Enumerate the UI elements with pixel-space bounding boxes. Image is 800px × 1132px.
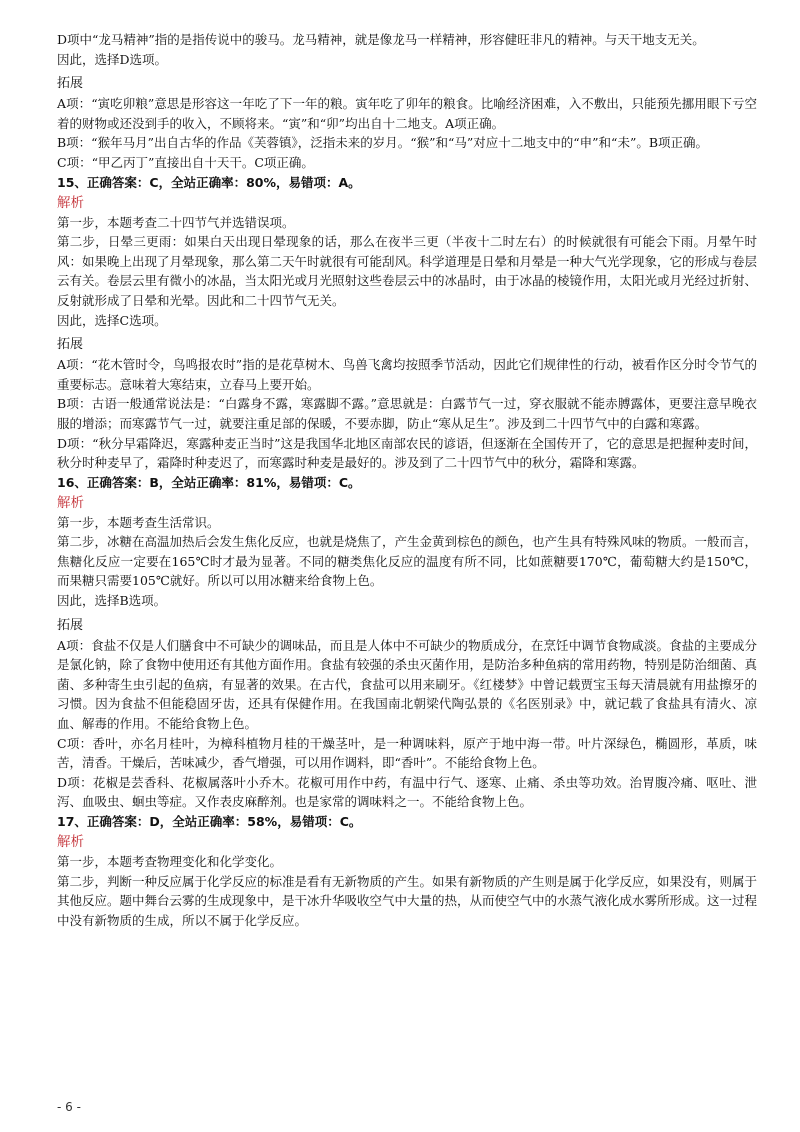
step-two-16: 第二步，冰糖在高温加热后会发生焦化反应，也就是烧焦了，产生金黄到棕色的颜色，也产生具有特殊风味的物质。一般而言，焦糖化反应一定要在165℃时才最为显著。不同的糖类焦化反应的温度有所不同，比如蔗糖要170℃，葡萄糖大约是150℃，而果糖只需要105℃就好。所以可以用冰糖来给食物上色。 bbox=[57, 534, 758, 589]
answer-heading-17: 17、正确答案：D，全站正确率：58%，易错项：C。 bbox=[57, 814, 362, 829]
extension-a: A项：“寅吃卯粮”意思是形容这一年吃了下一年的粮。寅年吃了卯年的粮食。比喻经济困难，入不敷出，只能预先挪用眼下亏空着的财物或还没到手的收入，不顾将来。“寅”和“卯”均出自十二地支。A项正确。 bbox=[57, 96, 757, 131]
extension-c: C项：“甲乙丙丁”直接出自十天干。C项正确。 bbox=[57, 154, 314, 170]
jiexi-label-17: 解析 bbox=[57, 834, 84, 850]
step-one-17: 第一步，本题考查物理变化和化学变化。 bbox=[57, 854, 283, 869]
answer-heading-16: 16、正确答案：B，全站正确率：81%，易错项：C。 bbox=[57, 474, 361, 490]
step-one-15: 第一步，本题考查二十四节气并选错误项。 bbox=[57, 214, 295, 230]
extension-b: B项：“猴年马月”出自古华的作品《芙蓉镇》，泛指未来的岁月。“猴”和“马”对应十二地支中的“申”和“未”。B项正确。 bbox=[57, 135, 709, 151]
step-two-15: 第二步，日晕三更雨：如果白天出现日晕现象的话，那么在夜半三更（半夜十二时左右）的时候就很有可能会下雨。月晕午时风：如果晚上出现了月晕现象，那么第二天午时就很有可能刮风。科学道理是日晕和月晕是一种大气光学现象，它的形成与卷层云有关。卷层云里有微小的冰晶，当太阳光或月光照射这些卷层云中的冰晶时，由于冰晶的棱镜作用，太阳光或月光经过折射、反射就形成了日晕和光晕。因此和二十四节气无关。 bbox=[57, 234, 758, 308]
conclusion-text: 因此，选择D选项。 bbox=[57, 51, 168, 67]
extension-d-16: D项：花椒是芸香科、花椒属落叶小乔木。花椒可用作中药，有温中行气、逐寒、止痛、杀虫等功效。治胃腹冷痛、呕吐、泄泻、血吸虫、蛔虫等症。又作表皮麻醉剂。也是家常的调味料之一。不能给食物上色。 bbox=[57, 774, 757, 810]
jiexi-label-16: 解析 bbox=[57, 494, 84, 511]
answer-heading-15: 15、正确答案：C，全站正确率：80%，易错项：A。 bbox=[57, 174, 361, 190]
jiexi-label-15: 解析 bbox=[57, 194, 84, 211]
step-two-17: 第二步，判断一种反应属于化学反应的标准是看有无新物质的产生。如果有新物质的产生则是属于化学反应，如果没有，则属于其他反应。题中舞台云雾的生成现象中，是干冰升华吸收空气中大量的热，从而使空气中的水蒸气液化成水雾所形成。这一过程中没有新物质的生成，所以不属于化学反应。 bbox=[57, 873, 758, 928]
extension-a-16: A项：食盐不仅是人们膳食中不可缺少的调味品，而且是人体中不可缺少的物质成分，在烹饪中调节食物咸淡。食盐的主要成分是氯化钠，除了食物中使用还有其他方面作用。食盐有较强的杀虫灭菌作用，是防治多种鱼病的常用药物，特别是防治细菌、真菌、多种寄生虫引起的鱼病，有显著的效果。在古代，食盐可以用来刷牙。《红楼梦》中曾记载贾宝玉每天清晨就有用盐擦牙的习惯。因为食盐不但能稳固牙齿，还具有保健作用。在我国南北朝梁代陶弘景的《名医别录》中，就记载了食盐具有清火、凉血、解毒的作用。不能给食物上色。 bbox=[57, 637, 758, 732]
tuozhan-label-16: 拓展 bbox=[57, 617, 84, 633]
extension-c-16: C项：香叶，亦名月桂叶，为樟科植物月桂的干燥茎叶，是一种调味料，原产于地中海一带。叶片深绿色，椭圆形，革质，味苦，清香。干燥后，苦味减少，香气增强，可以用作调料，即“香叶”。不能给食物上色。 bbox=[57, 735, 757, 771]
page-number: - 6 - bbox=[57, 1100, 81, 1114]
conclusion-16: 因此，选择B选项。 bbox=[57, 593, 167, 609]
extension-d-15: D项：“秋分早霜降迟，寒露种麦正当时”这是我国华北地区南部农民的谚语，但逐渐在全国传开了，它的意思是把握种麦时间，秋分时种麦早了，霜降时种麦迟了，而寒露时种麦是最好的。涉及到了二十四节气中的秋分，霜降和寒露。 bbox=[57, 435, 757, 471]
tuozhan-label-15: 拓展 bbox=[57, 337, 84, 353]
conclusion-15: 因此，选择C选项。 bbox=[57, 312, 167, 328]
document-page bbox=[57, 30, 757, 930]
step-one-16: 第一步，本题考查生活常识。 bbox=[57, 514, 220, 530]
tuozhan-label: 拓展 bbox=[57, 76, 84, 92]
extension-a-15: A项：“花木管时令，鸟鸣报农时”指的是花草树木、鸟兽飞禽均按照季节活动，因此它们规律性的行动，被看作区分时令节气的重要标志。意味着大寒结束，立春马上要开始。 bbox=[57, 357, 757, 392]
extension-b-15: B项：古语一般通常说法是：“白露身不露，寒露脚不露。”意思就是：白露节气一过，穿衣服就不能赤膊露体，更要注意早晚衣服的增添；而寒露节气一过，就要注重足部的保暖，不要赤脚，防止“寒从足生”。涉及到二十四节气中的白露和寒露。 bbox=[57, 396, 757, 431]
paragraph-d-option: D项中“龙马精神”指的是指传说中的骏马。龙马精神，就是像龙马一样精神，形容健旺非凡的精神。与天干地支无关。 bbox=[57, 32, 705, 47]
